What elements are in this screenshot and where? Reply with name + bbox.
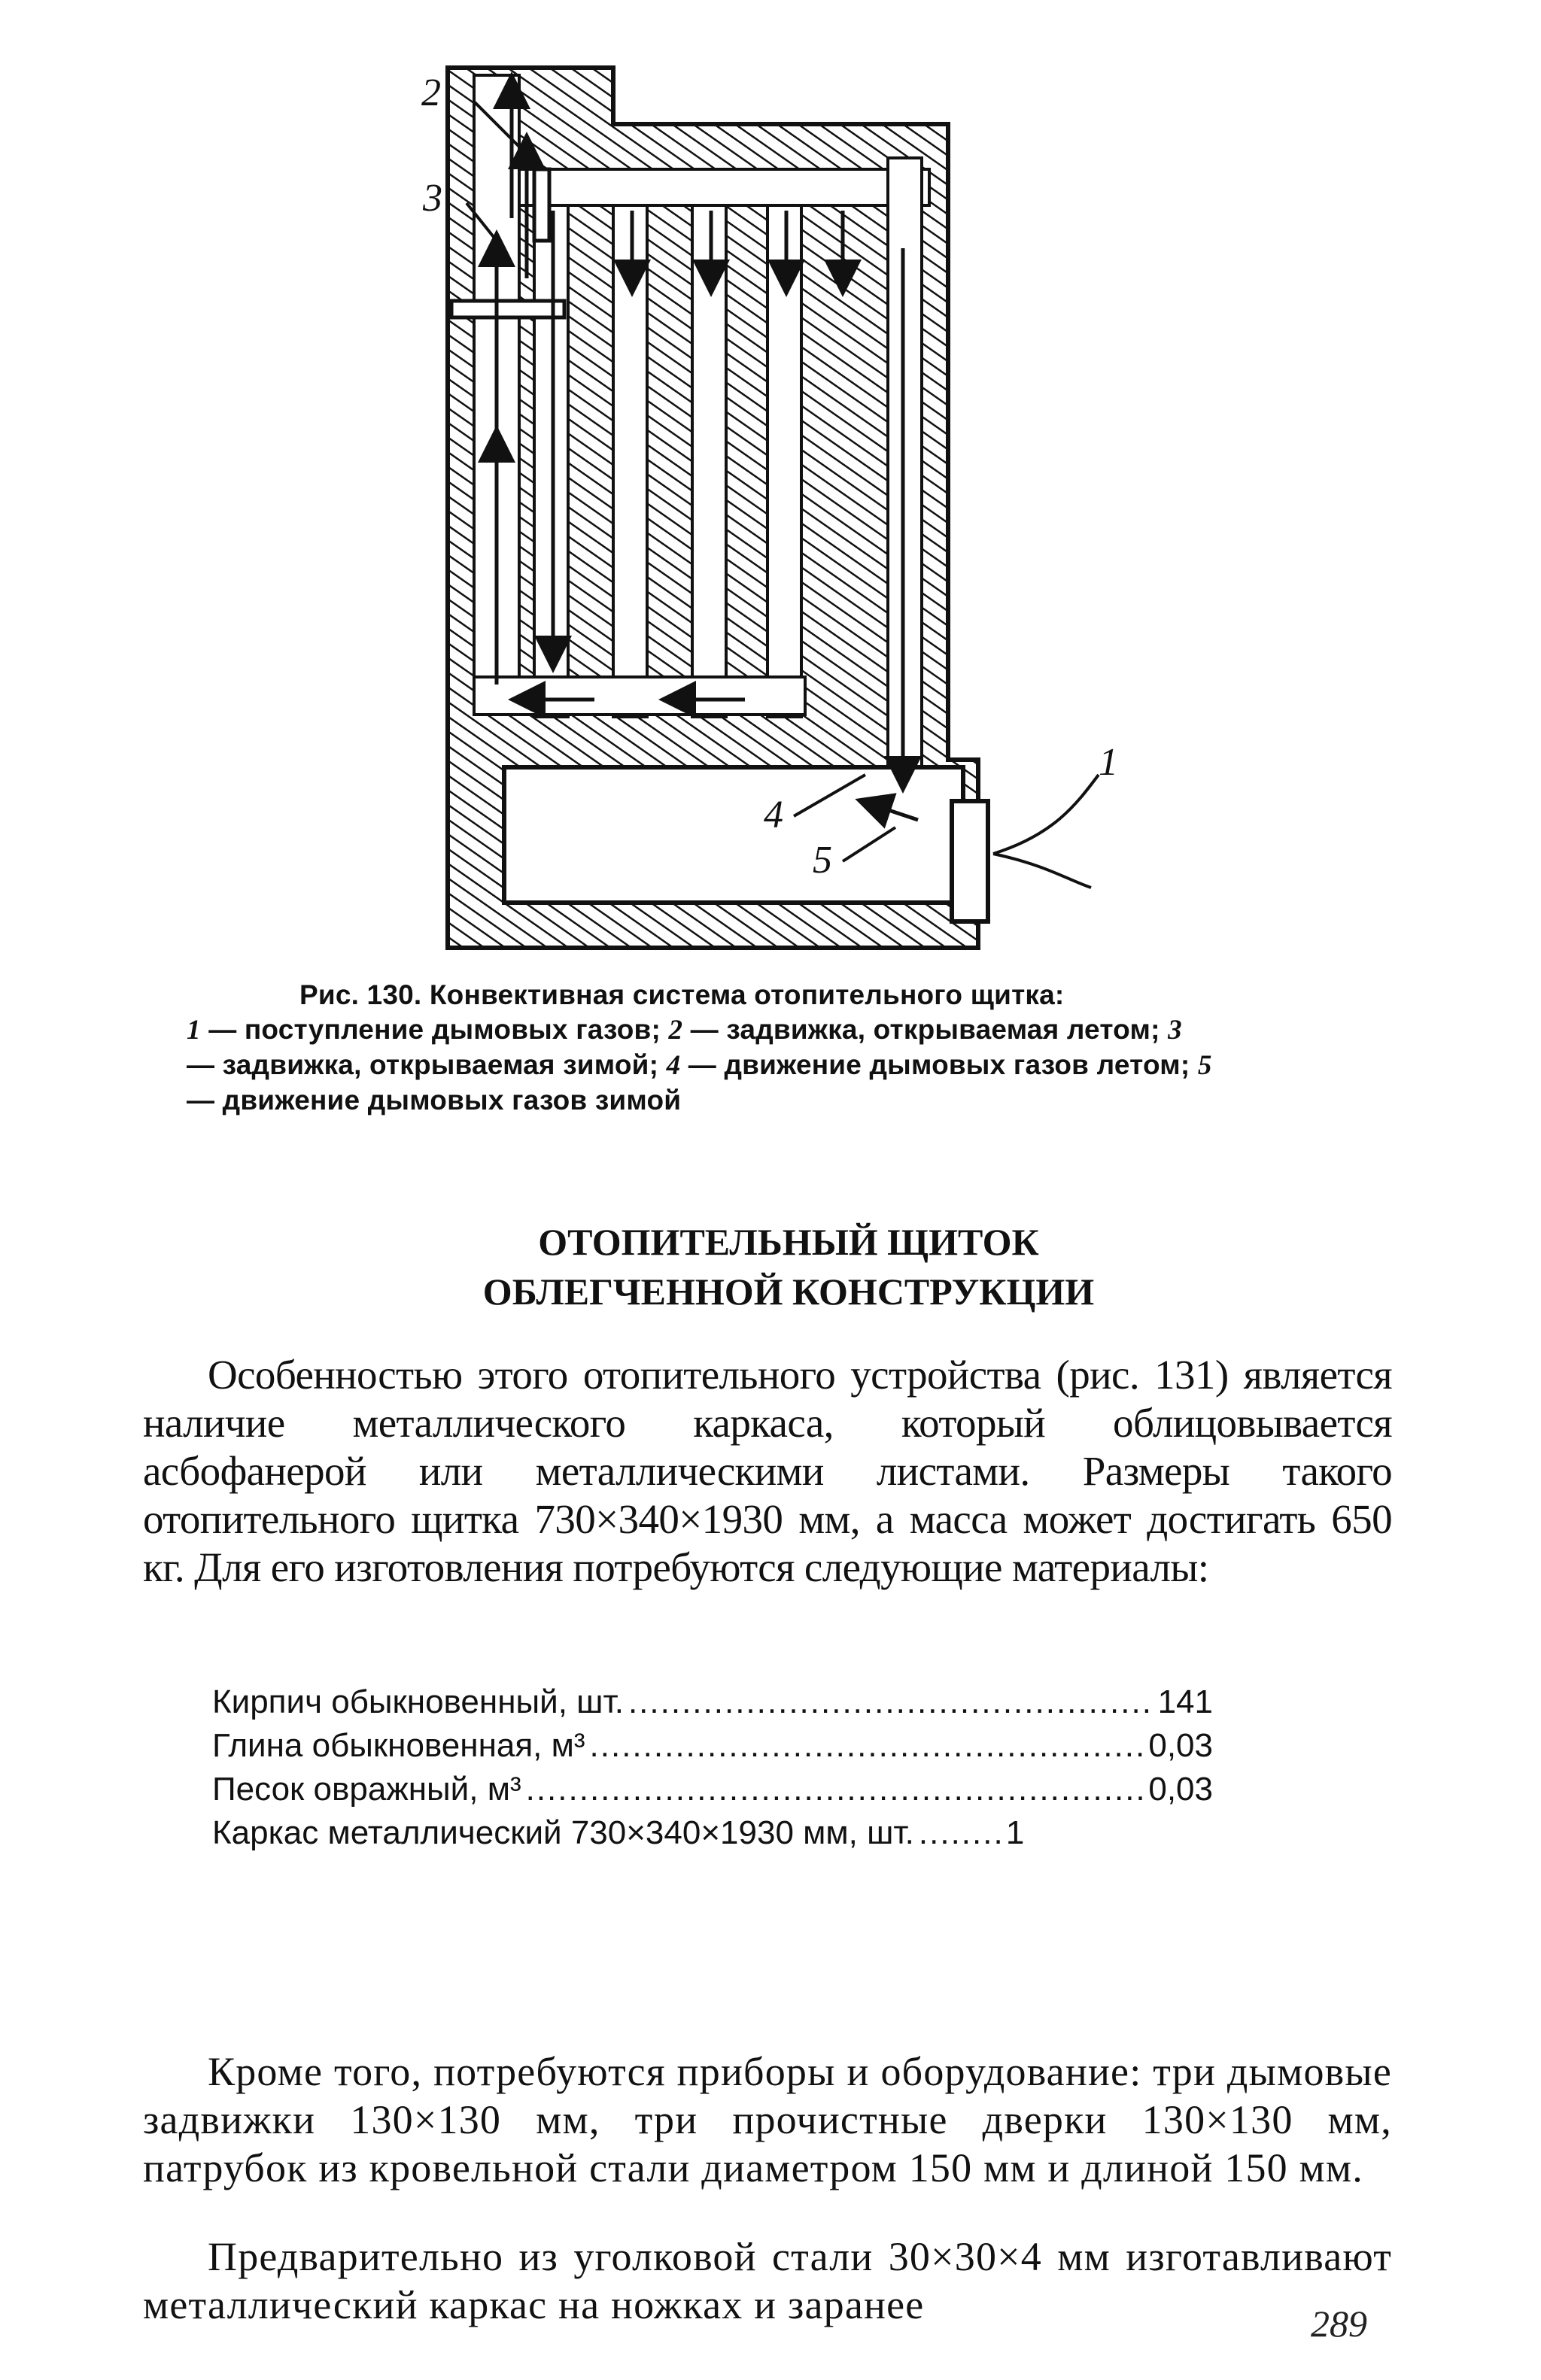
label-2: 2 [421, 71, 441, 114]
damper-summer [534, 169, 549, 241]
stove-diagram [421, 53, 1144, 978]
paragraph-intro: Особенностью этого отопительного устройства (рис. 131) является наличие металлического каркаса, который облицовывается асбофанерой или металлическими листами. Размеры такого отопительного щитка 730×340×1930 мм, а масса может достигать 650 кг. Для его изготовления потребуются следующие материалы: [143, 1352, 1392, 1590]
paragraph-equipment: Кроме того, потребуются приборы и оборудование: три дымовые задвижки 130×130 мм, три прочистные дверки 130×130 мм, патрубок из кровельной стали диаметром 150 мм и длиной 150 мм. [143, 2049, 1392, 2190]
leader-dots [590, 1724, 1144, 1768]
figure-caption [187, 978, 1391, 1118]
caption-line-3: — движение дымовых газов зимой [187, 1085, 682, 1116]
list-item: Глина обыкновенная, м³ ..... 0,03 [212, 1724, 1213, 1768]
label-3: 3 [423, 177, 442, 220]
paragraph-frame: Предварительно из уголковой стали 30×30×4 мм изготавливают металлический каркас на ножках и заранее [143, 2234, 1392, 2327]
list-item: Кирпич обыкновенный, шт. ..... 141 [212, 1680, 1213, 1724]
label-1: 1 [1099, 741, 1118, 784]
leader-dots [919, 1811, 1001, 1855]
figure-convective-system [421, 53, 1144, 978]
section-heading [187, 1217, 1391, 1316]
label-5: 5 [813, 839, 832, 882]
materials-list [212, 1680, 1213, 1855]
firebox [504, 767, 963, 903]
damper-winter [451, 301, 564, 317]
list-item: Каркас металлический 730×340×1930 мм, шт. ..... 1 [212, 1811, 1213, 1855]
heading-line-1: ОТОПИТЕЛЬНЫЙ ЩИТОК [538, 1221, 1039, 1263]
leader-dots [628, 1680, 1148, 1724]
caption-title: Рис. 130. Конвективная система отопительного щитка: [299, 979, 1065, 1010]
heading-line-2: ОБЛЕГЧЕННОЙ КОНСТРУКЦИИ [482, 1270, 1095, 1313]
fire-door [952, 801, 988, 921]
caption-line-1: 1 — поступление дымовых газов; 2 — задвижка, открываемая летом; 3 [187, 1014, 1182, 1046]
page-number: 289 [1311, 2303, 1367, 2345]
label-4: 4 [764, 794, 783, 836]
leader-dots [526, 1768, 1144, 1811]
caption-line-2: — задвижка, открываемая зимой; 4 — движение дымовых газов летом; 5 [187, 1049, 1212, 1081]
list-item: Песок овражный, м³ ..... 0,03 [212, 1768, 1213, 1811]
